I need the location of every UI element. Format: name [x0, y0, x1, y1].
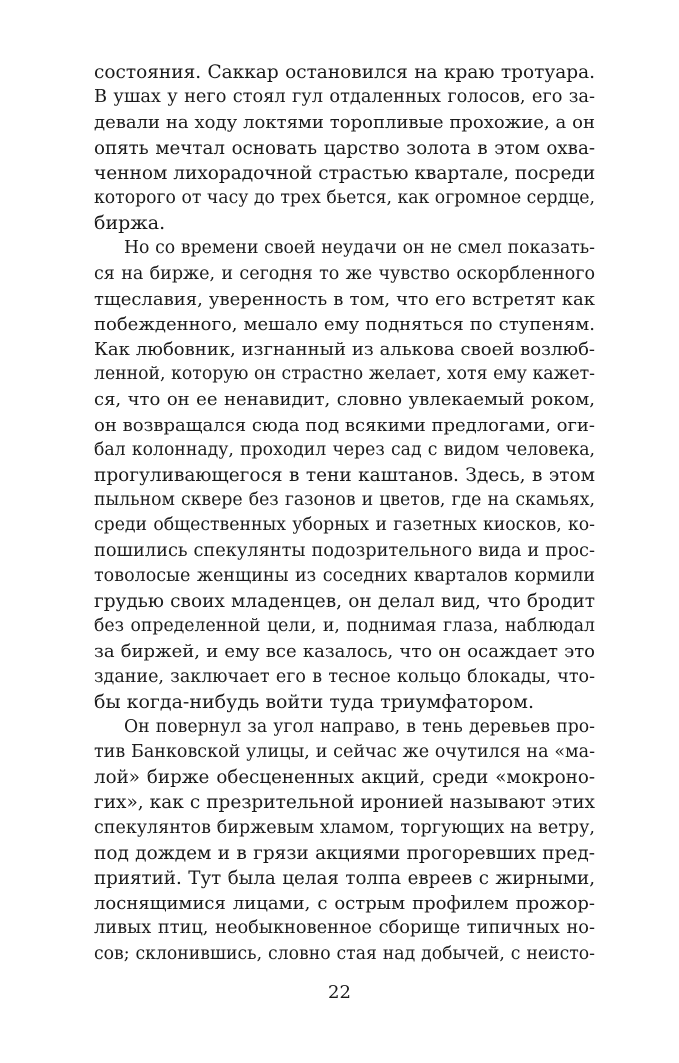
text-line: тив Банковской улицы, и сейчас же очутился на «ма-: [94, 742, 595, 763]
text-line: здание, заключает его в тесное кольцо блокады, что-: [94, 666, 595, 687]
text-line: гих», как с презрительной иронией называют этих: [94, 792, 595, 814]
text-line: В ушах у него стоял гул отдаленных голосов, его за-: [94, 87, 595, 108]
text-line: биржа.: [94, 212, 166, 235]
body-text: [94, 60, 595, 967]
text-line: спекулянтов биржевым хламом, торгующих на ветру,: [94, 817, 595, 838]
text-line: без определенной цели, и, поднимая глаза, наблюдал: [94, 616, 595, 637]
text-line: прогуливающегося в тени каштанов. Здесь, в этом: [94, 465, 595, 486]
text-line: Но со времени своей неудачи он не смел показать-: [124, 238, 595, 259]
text-line: за биржей, и ему все казалось, что он осаждает это: [94, 641, 595, 663]
paragraph: [94, 236, 595, 715]
text-line: среди общественных уборных и газетных киосков, ко-: [94, 515, 595, 536]
paragraph: [94, 715, 595, 967]
text-line: пошились спекулянты подозрительного вида и прос-: [94, 540, 595, 561]
text-line: тщеславия, уверенность в том, что его встретят как: [94, 288, 595, 310]
text-line: товолосые женщины из соседних кварталов кормили: [94, 565, 595, 586]
text-line: грудью своих младенцев, он делал вид, что бродит: [94, 590, 595, 612]
text-line: которого от часу до трех бьется, как огромное сердце,: [94, 187, 595, 208]
text-line: бы когда-нибудь войти туда триумфатором.: [94, 690, 534, 713]
text-line: состояния. Саккар остановился на краю тротуара.: [94, 62, 595, 83]
text-line: опять мечтал основать царство золота в этом охва-: [94, 137, 595, 159]
text-line: Он повернул за угол направо, в тень деревьев про-: [124, 716, 595, 737]
text-line: ся, что он ее ненавидит, словно увлекаемый роком,: [94, 389, 595, 411]
text-line: ливых птиц, необыкновенное сборище типичных но-: [94, 918, 595, 939]
text-line: приятий. Тут была целая толпа евреев с жирными,: [94, 868, 595, 889]
paragraph: [94, 60, 595, 236]
text-line: лоснящимися лицами, с острым профилем прожор-: [94, 893, 595, 915]
text-line: ленной, которую он страстно желает, хотя ему кажет-: [94, 364, 595, 385]
text-line: он возвращался сюда под всякими предлогами, оги-: [94, 414, 595, 436]
text-line: ся на бирже, и сегодня то же чувство оскорбленного: [94, 263, 595, 284]
text-line: пыльном сквере без газонов и цветов, где на скамьях,: [94, 490, 595, 511]
text-line: бал колоннаду, проходил через сад с видом человека,: [94, 439, 595, 460]
page-number: 22: [328, 982, 351, 1003]
text-line: девали на ходу локтями торопливые прохожие, а он: [94, 112, 595, 134]
text-line: Как любовник, изгнанный из алькова своей возлюб-: [94, 339, 595, 361]
text-line: лой» бирже обесцененных акций, среди «мокроно-: [94, 767, 595, 789]
text-line: ченном лихорадочной страстью квартале, посреди: [94, 162, 596, 184]
text-line: побежденного, мешало ему подняться по ступеням.: [94, 313, 595, 335]
text-line: под дождем и в грязи акциями прогоревших пред-: [94, 842, 595, 864]
text-line: сов; склонившись, словно стая над добычей, с неисто-: [94, 943, 595, 964]
